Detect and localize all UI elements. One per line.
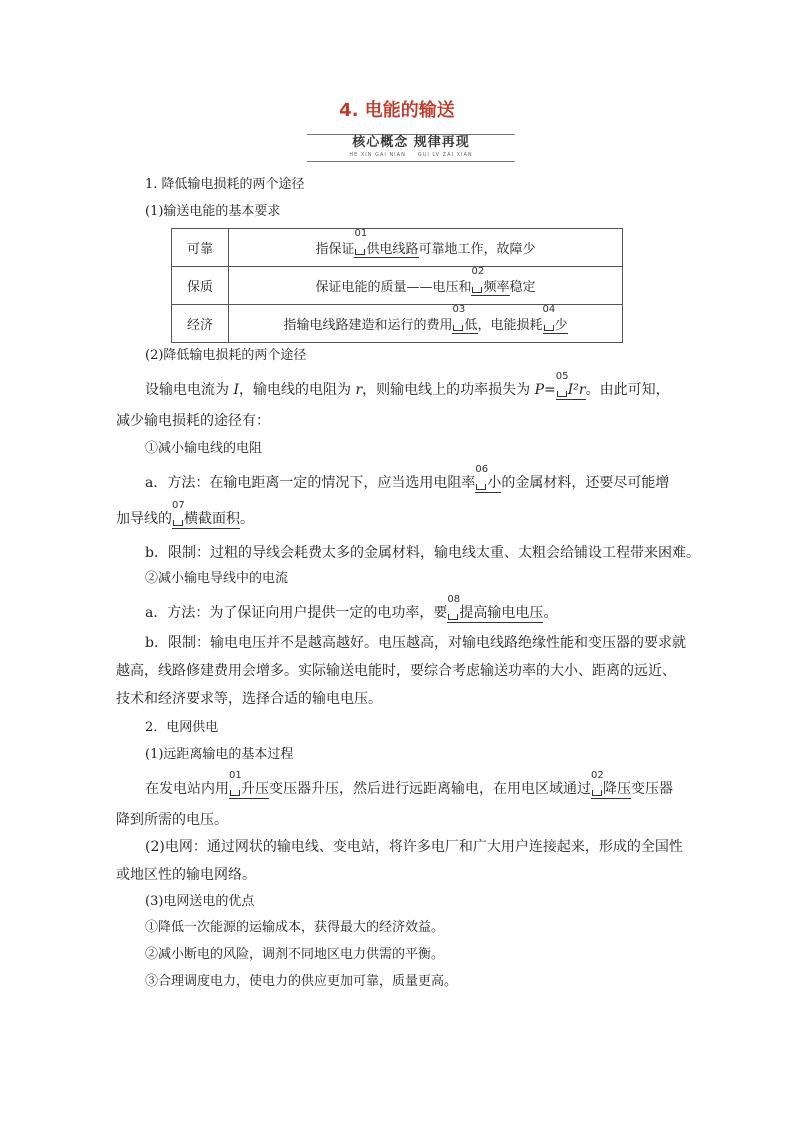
- text: 加导线的: [116, 511, 172, 527]
- blank-answer: I²r: [567, 382, 586, 398]
- fill-blank: [591, 770, 631, 799]
- paragraph-line: 越高，线路修建费用会增多。实际输送电能时，要综合考虑输送功率的大小、距离的远近、: [116, 663, 676, 679]
- text: 。: [543, 605, 558, 621]
- table-row: [172, 229, 623, 267]
- text: 。: [240, 511, 254, 527]
- paragraph-line: (2)电网：通过网状的输电线、变电站，将许多电厂和广大用户连接起来，形成的全国性: [145, 839, 683, 855]
- text: 变压器: [631, 781, 673, 797]
- advantage-item: ①降低一次能源的运输成本，获得最大的经济效益。: [145, 920, 445, 935]
- text: 在发电站内用: [145, 781, 229, 797]
- table-text: 保证电能的质量——电压和: [315, 279, 472, 295]
- blank-number: 04: [542, 303, 556, 315]
- text: 的金属材料，还要尽可能增: [501, 475, 670, 491]
- blank-answer: 提高输电电压: [459, 605, 544, 621]
- paragraph-line: b．限制：过粗的导线会耗费太多的金属材料，输电线太重、太粗会给铺设工程带来困难。: [145, 545, 700, 561]
- blank-number: 02: [471, 265, 485, 277]
- text: a．方法：为了保证向用户提供一定的电功率，要: [145, 605, 448, 621]
- fill-blank: [471, 265, 510, 296]
- table-text: 指保证: [315, 241, 355, 257]
- blank-answer: 低: [464, 317, 478, 333]
- table-value: [229, 305, 623, 343]
- variable: I: [233, 382, 239, 398]
- text: ，则输电线上的功率损失为: [362, 382, 535, 398]
- section-1-heading: 1. 降低输电损耗的两个途径: [145, 177, 305, 192]
- banner-sub-right: GUI LV ZAI XIAN: [417, 152, 473, 158]
- table-row: [172, 305, 623, 343]
- table-key: 经济: [172, 305, 229, 343]
- paragraph-line: [116, 500, 254, 529]
- table-row: [172, 267, 623, 305]
- paragraph-line: [145, 464, 670, 493]
- blank-answer: 横截面积: [184, 511, 240, 527]
- section-2-sub-1: (1)远距离输电的基本过程: [145, 747, 294, 762]
- requirements-table: [171, 228, 623, 343]
- fill-blank: [447, 594, 544, 623]
- banner-subtitle: [307, 151, 515, 159]
- banner-sub-left: HE XIN GAI NIAN: [349, 152, 406, 158]
- paragraph-line: 降到所需的电压。: [116, 812, 228, 828]
- fill-blank: [555, 371, 586, 400]
- blank-number: 08: [447, 594, 461, 605]
- blank-number: 07: [172, 500, 185, 511]
- fill-blank: [172, 500, 240, 529]
- text: =: [544, 382, 556, 398]
- paragraph-line: [145, 594, 558, 623]
- text: 。由此可知，: [585, 382, 670, 398]
- table-value: [229, 267, 623, 305]
- fill-blank: [475, 464, 502, 493]
- paragraph-line: 减少输电损耗的途径有：: [116, 413, 270, 429]
- fill-blank: [452, 303, 478, 334]
- text: ，输电线的电阻为: [238, 382, 356, 398]
- fill-blank: [354, 227, 419, 258]
- advantage-item: ②减小断电的风险，调剂不同地区电力供需的平衡。: [145, 947, 445, 962]
- table-key: 可靠: [172, 229, 229, 267]
- variable: r: [355, 382, 363, 398]
- blank-number: 02: [591, 770, 604, 781]
- blank-number: 01: [354, 227, 368, 239]
- paragraph-line: 或地区性的输电网络。: [116, 867, 256, 883]
- blank-number: 03: [452, 303, 466, 315]
- paragraph-line: 技术和经济要求等，选择合适的输电电压。: [116, 691, 382, 707]
- fill-blank: [542, 303, 568, 334]
- table-text: 稳定: [509, 279, 536, 295]
- table-value: [229, 229, 623, 267]
- blank-number: 01: [229, 770, 242, 781]
- blank-answer: 降压: [603, 781, 631, 797]
- paragraph-line: b．限制：输电电压并不是越高越好。电压越高，对输电线路绝缘性能和变压器的要求就: [145, 635, 686, 651]
- table-key: 保质: [172, 267, 229, 305]
- section-1-sub-2: (2)降低输电损耗的两个途径: [145, 348, 307, 363]
- blank-answer: 少: [554, 317, 568, 333]
- page-title: 4. 电能的输送: [339, 100, 455, 121]
- paragraph-line: [145, 770, 673, 799]
- blank-number: 06: [475, 464, 489, 475]
- advantage-item: ③合理调度电力，使电力的供应更加可靠，质量更高。: [145, 974, 458, 989]
- blank-answer: 小: [487, 475, 502, 491]
- section-banner: [307, 134, 515, 162]
- variable: P: [534, 382, 545, 398]
- method-heading-1: ①减小输电线的电阻: [145, 441, 263, 456]
- text: a．方法：在输电距离一定的情况下，应当选用电阻率: [145, 475, 476, 491]
- blank-number: 05: [555, 371, 569, 382]
- table-text: 指输电线路建造和运行的费用: [283, 317, 453, 333]
- banner-title: 核心概念 规律再现: [352, 135, 470, 150]
- paragraph-line: [145, 371, 670, 400]
- section-1-sub-1: (1)输送电能的基本要求: [145, 204, 281, 219]
- section-2-heading: 2．电网供电: [145, 720, 219, 735]
- blank-answer: 频率: [483, 279, 510, 295]
- table-text: 可靠地工作，故障少: [418, 241, 536, 257]
- text: 设输电电流为: [145, 382, 234, 398]
- fill-blank: [229, 770, 269, 799]
- section-2-sub-3: (3)电网送电的优点: [145, 894, 255, 909]
- method-heading-2: ②减小输电导线中的电流: [145, 571, 289, 586]
- blank-answer: 供电线路: [366, 241, 419, 257]
- table-text: ，电能损耗: [477, 317, 543, 333]
- blank-answer: 升压: [241, 781, 269, 797]
- text: 变压器升压，然后进行远距离输电，在用电区域通过: [269, 781, 591, 797]
